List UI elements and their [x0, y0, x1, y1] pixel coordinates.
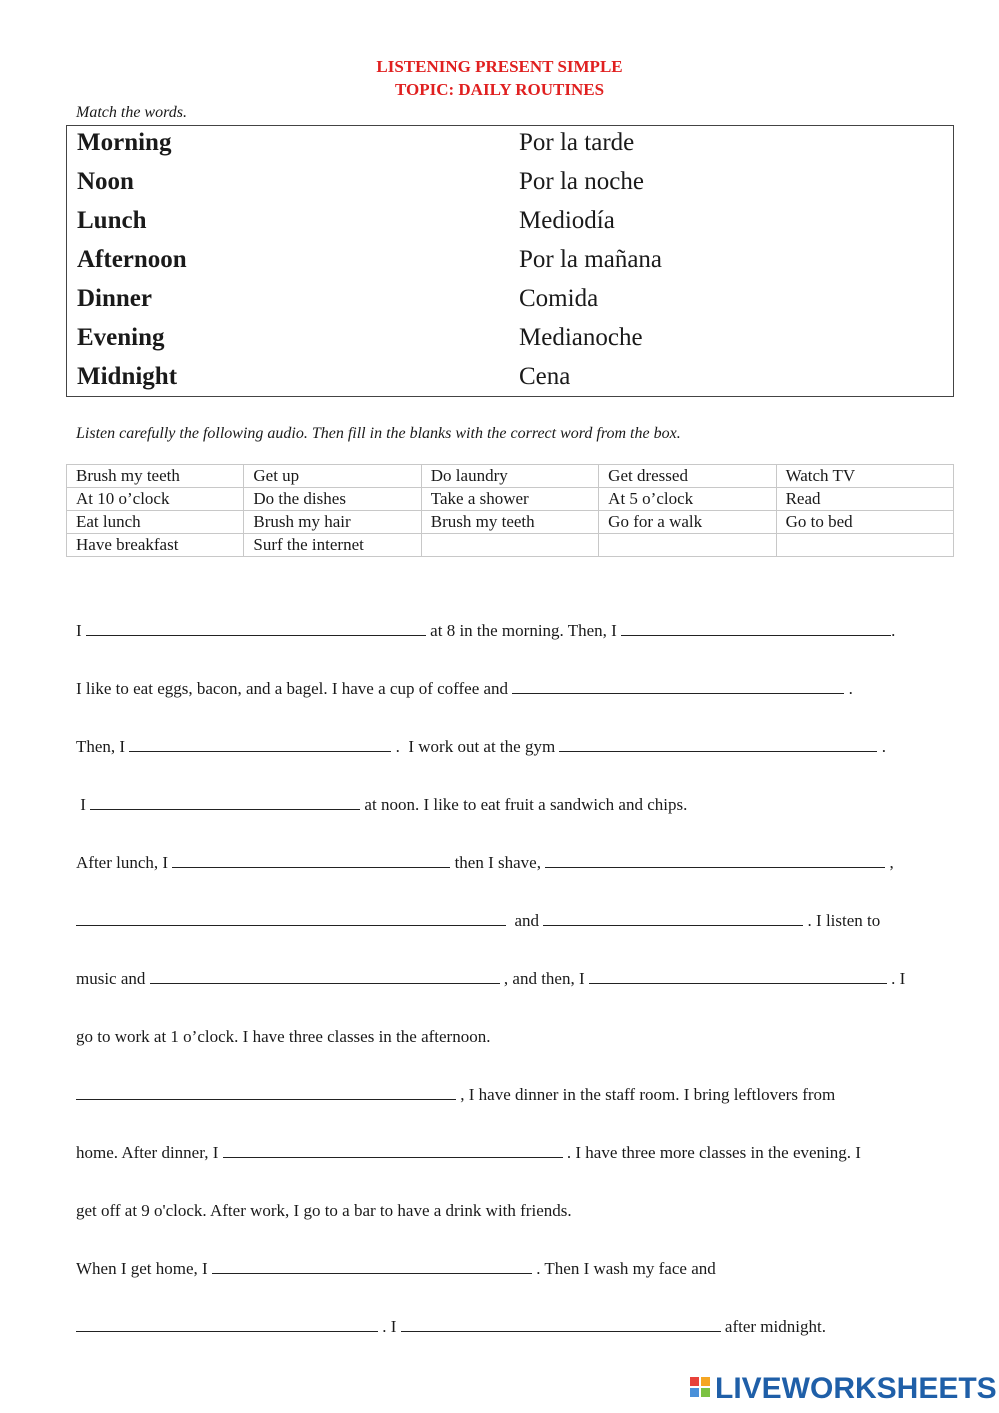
word-box-row	[67, 465, 954, 488]
word-box-cell: Eat lunch	[67, 511, 244, 534]
worksheet-title: LISTENING PRESENT SIMPLE	[376, 57, 623, 76]
spanish-word[interactable]: Mediodía	[519, 207, 615, 234]
word-box-cell	[776, 534, 953, 557]
word-box-cell: Brush my teeth	[67, 465, 244, 488]
answer-blank[interactable]	[90, 794, 360, 810]
text-segment: ,	[885, 853, 894, 872]
text-segment: .	[844, 679, 853, 698]
spanish-word[interactable]: Por la tarde	[519, 129, 635, 156]
text-line: get off at 9 o'clock. After work, I go to a bar to have a drink with friends.	[76, 1201, 572, 1220]
word-box-row	[67, 488, 954, 511]
answer-blank[interactable]	[621, 620, 891, 636]
spanish-word[interactable]: Medianoche	[519, 324, 643, 351]
spanish-word[interactable]: Por la mañana	[519, 246, 663, 273]
match-row	[67, 322, 953, 361]
answer-blank[interactable]	[512, 678, 844, 694]
answer-blank[interactable]	[401, 1316, 721, 1332]
text-segment: I like to eat eggs, bacon, and a bagel. I have a cup of coffee and	[76, 679, 509, 698]
text-segment: After lunch, I	[76, 853, 169, 872]
text-segment: . I listen to	[807, 911, 881, 930]
word-box-cell: Watch TV	[776, 465, 953, 488]
word-box-cell: Brush my teeth	[421, 511, 598, 534]
answer-blank[interactable]	[172, 852, 450, 868]
word-box-cell: Surf the internet	[244, 534, 421, 557]
answer-blank[interactable]	[76, 1084, 456, 1100]
answer-blank[interactable]	[212, 1258, 532, 1274]
match-row	[67, 361, 953, 400]
english-word[interactable]: Morning	[77, 129, 172, 156]
word-box-cell	[421, 534, 598, 557]
word-box-cell: Go for a walk	[599, 511, 776, 534]
text-segment: . I	[382, 1317, 397, 1336]
text-segment: and	[514, 911, 540, 930]
text-line	[76, 794, 687, 816]
word-box-cell: At 5 o’clock	[599, 488, 776, 511]
text-segment: at noon. I like to eat fruit a sandwich and chips.	[364, 795, 688, 814]
text-segment: then I shave,	[454, 853, 541, 872]
text-segment: , I have dinner in the staff room. I bring leftlovers from	[460, 1085, 836, 1104]
match-row	[67, 127, 953, 166]
english-word[interactable]: Noon	[77, 168, 134, 195]
text-segment: , and then, I	[503, 969, 585, 988]
word-box-cell: Go to bed	[776, 511, 953, 534]
word-box-cell: At 10 o’clock	[67, 488, 244, 511]
answer-blank[interactable]	[76, 910, 506, 926]
answer-blank[interactable]	[150, 968, 500, 984]
match-box	[66, 125, 954, 397]
text-segment: I	[76, 795, 86, 814]
word-box-cell: Take a shower	[421, 488, 598, 511]
text-segment: . I have three more classes in the evening. I	[566, 1143, 861, 1162]
text-line	[76, 1142, 861, 1164]
text-segment: music and	[76, 969, 146, 988]
text-line	[76, 910, 880, 932]
text-segment: When I get home, I	[76, 1259, 208, 1278]
word-box-cell	[599, 534, 776, 557]
match-row	[67, 166, 953, 205]
text-segment: .	[877, 737, 886, 756]
word-box-cell: Do the dishes	[244, 488, 421, 511]
text-line	[76, 678, 853, 700]
text-segment: . I work out at the gym	[391, 737, 556, 756]
text-line: go to work at 1 o’clock. I have three classes in the afternoon.	[76, 1027, 491, 1046]
english-word[interactable]: Midnight	[77, 363, 178, 390]
spanish-word[interactable]: Comida	[519, 285, 599, 312]
liveworksheets-logo-text: LIVEWORKSHEETS	[715, 1372, 997, 1405]
match-row	[67, 244, 953, 283]
match-row	[67, 283, 953, 322]
spanish-word[interactable]: Cena	[519, 363, 571, 390]
answer-blank[interactable]	[589, 968, 887, 984]
text-line	[76, 620, 895, 642]
text-segment: home. After dinner, I	[76, 1143, 219, 1162]
word-box-cell: Get dressed	[599, 465, 776, 488]
word-box	[66, 464, 954, 557]
word-box-row	[67, 511, 954, 534]
text-segment: at 8 in the morning. Then, I	[430, 621, 617, 640]
word-box-cell: Read	[776, 488, 953, 511]
text-segment: after midnight.	[724, 1317, 826, 1336]
text-segment: . Then I wash my face and	[536, 1259, 716, 1278]
answer-blank[interactable]	[129, 736, 391, 752]
match-instruction: Match the words.	[76, 104, 187, 121]
english-word[interactable]: Lunch	[77, 207, 147, 234]
answer-blank[interactable]	[545, 852, 885, 868]
text-line	[76, 1084, 835, 1106]
fill-instruction: Listen carefully the following audio. Then fill in the blanks with the correct word from the box.	[76, 425, 681, 442]
text-segment: Then, I	[76, 737, 126, 756]
english-word[interactable]: Dinner	[77, 285, 152, 312]
match-row	[67, 205, 953, 244]
text-line	[76, 1316, 826, 1338]
liveworksheets-logo	[690, 1374, 997, 1404]
text-line	[76, 968, 905, 990]
answer-blank[interactable]	[543, 910, 803, 926]
spanish-word[interactable]: Por la noche	[519, 168, 644, 195]
worksheet-topic: TOPIC: DAILY ROUTINES	[394, 80, 605, 99]
english-word[interactable]: Afternoon	[77, 246, 187, 273]
answer-blank[interactable]	[223, 1142, 563, 1158]
text-line	[76, 852, 894, 874]
text-segment: I	[76, 621, 82, 640]
word-box-cell: Have breakfast	[67, 534, 244, 557]
word-box-cell: Get up	[244, 465, 421, 488]
english-word[interactable]: Evening	[77, 324, 165, 351]
text-line	[76, 736, 886, 758]
text-segment: .	[891, 621, 896, 640]
word-box-cell: Brush my hair	[244, 511, 421, 534]
text-segment: . I	[891, 969, 906, 988]
text-line	[76, 1258, 716, 1280]
word-box-row	[67, 534, 954, 557]
answer-blank[interactable]	[86, 620, 426, 636]
liveworksheets-logo-icon	[690, 1377, 712, 1401]
answer-blank[interactable]	[76, 1316, 378, 1332]
word-box-cell: Do laundry	[421, 465, 598, 488]
answer-blank[interactable]	[559, 736, 877, 752]
